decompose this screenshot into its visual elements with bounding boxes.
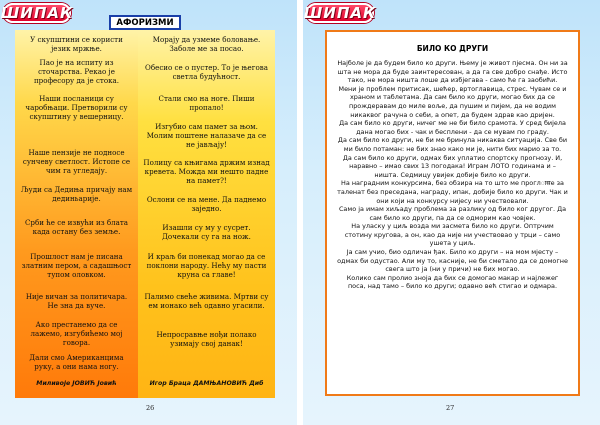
aphorism: Наши посланици су чаробњаци. Претворили су скупштину у вешерницу.	[25, 94, 128, 122]
story-paragraph: Мени је проблем притисак, шећер, вртоглавица, стрес. Чувам се и храном и таблетама. Да сам било ко други, могао бих да се прождеравам до миле воље, да пушим и пијем, да не водим никаквог рачуна о себи, а опет, да будем здрав као дријен.	[338, 84, 567, 119]
story-paragraph: Да сам било ко други, ничег ме не би било срамота. У сред бијела дана могао бих - чак и бесплени - да се мувам по граду.	[339, 119, 566, 136]
shipak-logo: ШИПАК	[303, 4, 377, 22]
story-paragraph: Ја сам учио, био одличан ђак. Било ко други – на мом мјесту – одмах би одустао. Али му то, касније, не би сметало да се домогне свега што ја (ни у причи) не бих могао.	[337, 248, 568, 274]
aphorism: И краљ би понекад могао да се поклони народу. Нећу му пасти круна са главе!	[146, 252, 267, 280]
author-signature: Игор Браца ДАМЊАНОВИЋ Диб	[149, 380, 264, 387]
aphorism: Није вичан за политичара. Не зна да вуче.	[25, 292, 128, 311]
aphorism: Прошлост нам је писана златним пером, а садашњост тупом оловком.	[21, 252, 132, 280]
aphorism: У скупштини се користи језик мржње.	[30, 35, 123, 54]
aphorism: Непросравње нођи полако узимају свој данак!	[156, 330, 257, 349]
aphorism: Полицу са књигама држим изнад кревета. Можда ми нешто падне на памет?!	[143, 158, 270, 186]
page-number: 26	[146, 404, 155, 412]
aphorism: Изгубио сам памет за њом. Молим поштене налазаче да се не јављају!	[146, 122, 267, 150]
aphorism: Изашли су му у сусрет. Дочекали су га на нож.	[162, 223, 251, 242]
aphorism: Срби ће се извући из блата када остану без земље.	[25, 218, 128, 237]
aphorism-column-1	[15, 30, 138, 398]
story-paragraph: Само ја имам хиљаду проблема за разлику од било ког другог. Да сам било ко други, па да се одморим као човјек.	[338, 205, 567, 222]
story-paragraph: Да сам било ко други, не би ме бринула никаква ситуација. Све би ми било потаман: не бих знао како ми је, нити бих марио за то.	[337, 136, 568, 153]
aphorism: Пао је на испиту из сточарства. Рекао је професору да је стока.	[33, 58, 120, 86]
aphorism-column-2	[138, 30, 275, 398]
story-paragraph: Најболе је да будем било ко други. Њему је живот пјесма. Он ни за шта не мора да буде заинтересован, а да га све добро снађе. Исто тако, не мора ништа лоше да избјегава - само ће га заобићи.	[337, 59, 568, 85]
story-title: БИЛО КО ДРУГИ	[416, 44, 489, 53]
aphorism: Морају да узмеме боловање. Заболе ме за посао.	[152, 35, 261, 54]
aphorism: Наше пензије не подносе сунчеву светлост. Истопе се чим га угледају.	[22, 148, 131, 176]
author-signature: Миливоје ЈОВИЋ Јовић	[36, 380, 117, 387]
page-number: 27	[446, 404, 455, 412]
story-paragraph: На уласку у циљ возда ми засмета било ко други. Оптрчим стотину кругова, а он, као да није ни учествовао у трци – само ушета у циљ.	[344, 222, 561, 248]
story-body	[337, 59, 568, 291]
section-badge: АФОРИЗМИ	[109, 15, 181, 30]
story-paragraph: Колико сам пролио зноја да бих се домогао макар и најлежег поса, над тамо – било ко други; одавно већ стигао и одмара.	[346, 273, 559, 291]
aphorism: Људи са Дедиња причају нам дединьарије.	[20, 185, 133, 204]
left-page	[0, 0, 297, 425]
aphorism: Ослони се на мене. Да паднемо заједно.	[146, 195, 267, 214]
aphorism: Стали смо на ноге. Пиши пропало!	[158, 94, 255, 113]
aphorism: Ако престанемо да се лажемо, изгубићемо мој говора.	[30, 320, 123, 348]
aphorism: Палимо свеће живима. Мртви су ем ионако већ одавно угасили.	[144, 292, 269, 311]
story-paragraph: На наградним конкурсима, без обзира на то што ме проглासе за таленат без преседана, награду, ипак, добије било ко други. Чак и они који на конкурсу нијесу ни учествовали.	[337, 179, 568, 205]
story-panel	[325, 30, 580, 396]
aphorism: Обесио се о пустер. То је његова светла будућност.	[145, 63, 268, 82]
right-page	[303, 0, 600, 425]
shipak-logo: ШИПАК	[0, 4, 74, 22]
story-paragraph: Да сам било ко други, одмах бих уплатио спортску прогнозу. И, наравно – имао свих 13 погодака! Играм ЛОТО годинама и – ништа. Седмицу увијек добије било ко други.	[342, 153, 563, 179]
aphorism: Дали смо Американцима руку, а они нама ногу.	[29, 353, 124, 372]
